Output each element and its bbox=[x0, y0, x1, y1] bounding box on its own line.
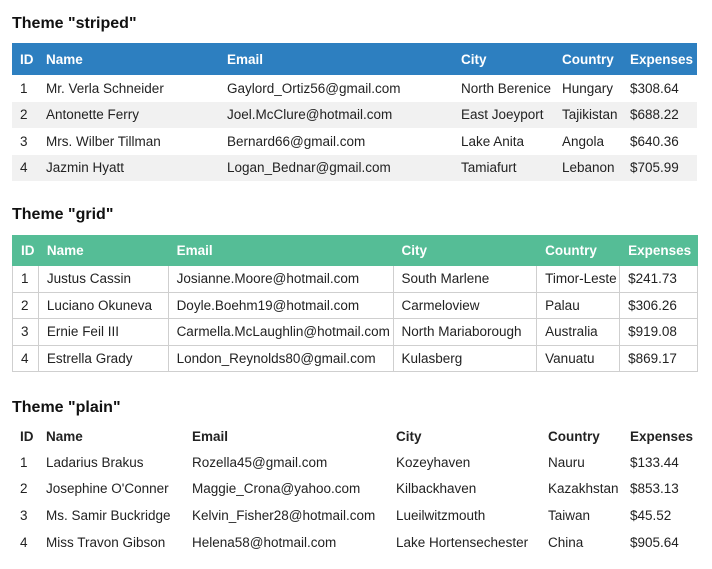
cell-id: 2 bbox=[20, 107, 28, 123]
cell-name: Josephine O'Conner bbox=[46, 481, 169, 497]
cell-name: Justus Cassin bbox=[38, 266, 168, 293]
col-email-header: Email bbox=[227, 51, 264, 67]
cell-id: 3 bbox=[20, 133, 28, 149]
cell-city: Lake Anita bbox=[461, 133, 525, 149]
cell-id: 2 bbox=[20, 481, 28, 497]
grid-section bbox=[12, 205, 692, 366]
plain-section bbox=[12, 398, 694, 550]
table-row bbox=[13, 266, 698, 293]
cell-email: Carmella.McLaughlin@hotmail.com bbox=[168, 319, 393, 346]
cell-country: Tajikistan bbox=[562, 107, 618, 123]
cell-name: Ladarius Brakus bbox=[46, 454, 144, 470]
cell-expenses: $688.22 bbox=[630, 107, 679, 123]
cell-name: Mr. Verla Schneider bbox=[46, 80, 164, 96]
cell-city: Kilbackhaven bbox=[396, 481, 477, 497]
cell-expenses: $905.64 bbox=[630, 534, 679, 550]
cell-city: Tamiafurt bbox=[461, 160, 517, 176]
cell-email: Joel.McClure@hotmail.com bbox=[227, 107, 393, 123]
cell-expenses: $45.52 bbox=[630, 507, 672, 523]
cell-city: Lake Hortensechester bbox=[396, 534, 529, 550]
cell-name: Mrs. Wilber Tillman bbox=[46, 133, 161, 149]
cell-id: 1 bbox=[20, 454, 28, 470]
table-row bbox=[13, 345, 698, 372]
cell-city: East Joeyport bbox=[461, 107, 544, 123]
cell-country: Taiwan bbox=[548, 507, 591, 523]
cell-id: 4 bbox=[13, 345, 39, 372]
cell-id: 4 bbox=[20, 160, 28, 176]
cell-city: Carmeloview bbox=[393, 292, 537, 319]
cell-email: Maggie_Crona@yahoo.com bbox=[192, 481, 361, 497]
col-id-header: ID bbox=[13, 236, 39, 266]
col-email-header: Email bbox=[192, 428, 229, 444]
cell-expenses: $869.17 bbox=[620, 345, 698, 372]
table-row bbox=[12, 75, 697, 102]
cell-expenses: $241.73 bbox=[620, 266, 698, 293]
table-row bbox=[12, 502, 697, 529]
cell-email: Helena58@hotmail.com bbox=[192, 534, 337, 550]
cell-name: Estrella Grady bbox=[38, 345, 168, 372]
col-name-header: Name bbox=[46, 51, 83, 67]
cell-name: Luciano Okuneva bbox=[38, 292, 168, 319]
cell-country: China bbox=[548, 534, 584, 550]
cell-email: Bernard66@gmail.com bbox=[227, 133, 366, 149]
col-name-header: Name bbox=[38, 236, 168, 266]
col-city-header: City bbox=[393, 236, 537, 266]
table-row bbox=[12, 449, 697, 476]
cell-expenses: $306.26 bbox=[620, 292, 698, 319]
cell-country: Nauru bbox=[548, 454, 585, 470]
col-id-header: ID bbox=[20, 51, 34, 67]
cell-name: Jazmin Hyatt bbox=[46, 160, 125, 176]
striped-heading: Theme "striped" bbox=[12, 15, 137, 32]
cell-country: Australia bbox=[537, 319, 620, 346]
cell-expenses: $853.13 bbox=[630, 481, 679, 497]
cell-city: Lueilwitzmouth bbox=[396, 507, 486, 523]
cell-city: North Mariaborough bbox=[393, 319, 537, 346]
col-city-header: City bbox=[396, 428, 422, 444]
table-row bbox=[12, 128, 697, 155]
cell-country: Palau bbox=[537, 292, 620, 319]
striped-header-row bbox=[12, 43, 697, 75]
cell-country: Kazakhstan bbox=[548, 481, 619, 497]
cell-id: 3 bbox=[20, 507, 28, 523]
plain-heading: Theme "plain" bbox=[12, 399, 121, 416]
plain-header-row bbox=[12, 423, 697, 449]
cell-id: 1 bbox=[13, 266, 39, 293]
col-country-header: Country bbox=[562, 51, 614, 67]
table-row bbox=[12, 102, 697, 129]
cell-email: London_Reynolds80@gmail.com bbox=[168, 345, 393, 372]
table-row bbox=[12, 155, 697, 182]
cell-id: 4 bbox=[20, 534, 28, 550]
cell-expenses: $308.64 bbox=[630, 80, 679, 96]
cell-expenses: $640.36 bbox=[630, 133, 679, 149]
cell-email: Logan_Bednar@gmail.com bbox=[227, 160, 391, 176]
cell-name: Ms. Samir Buckridge bbox=[46, 507, 171, 523]
grid-heading: Theme "grid" bbox=[12, 206, 114, 223]
col-id-header: ID bbox=[20, 428, 34, 444]
cell-id: 3 bbox=[13, 319, 39, 346]
cell-country: Vanuatu bbox=[537, 345, 620, 372]
grid-table bbox=[12, 235, 698, 372]
cell-country: Angola bbox=[562, 133, 605, 149]
col-name-header: Name bbox=[46, 428, 83, 444]
cell-city: South Marlene bbox=[393, 266, 537, 293]
col-city-header: City bbox=[461, 51, 487, 67]
cell-city: Kulasberg bbox=[393, 345, 537, 372]
cell-name: Antonette Ferry bbox=[46, 107, 140, 123]
col-email-header: Email bbox=[168, 236, 393, 266]
cell-email: Josianne.Moore@hotmail.com bbox=[168, 266, 393, 293]
cell-email: Gaylord_Ortiz56@gmail.com bbox=[227, 80, 401, 96]
col-country-header: Country bbox=[537, 236, 620, 266]
cell-country: Timor-Leste bbox=[537, 266, 620, 293]
cell-id: 1 bbox=[20, 80, 28, 96]
grid-header-row bbox=[13, 236, 698, 266]
plain-table bbox=[12, 423, 697, 555]
cell-city: North Berenice bbox=[461, 80, 552, 96]
col-expenses-header: Expenses bbox=[630, 51, 694, 67]
cell-email: Doyle.Boehm19@hotmail.com bbox=[168, 292, 393, 319]
cell-name: Ernie Feil III bbox=[38, 319, 168, 346]
striped-table bbox=[12, 43, 697, 181]
cell-expenses: $133.44 bbox=[630, 454, 679, 470]
striped-section bbox=[12, 14, 694, 176]
cell-name: Miss Travon Gibson bbox=[46, 534, 166, 550]
cell-id: 2 bbox=[13, 292, 39, 319]
table-row bbox=[13, 292, 698, 319]
table-row bbox=[12, 529, 697, 556]
cell-email: Rozella45@gmail.com bbox=[192, 454, 328, 470]
cell-expenses: $919.08 bbox=[620, 319, 698, 346]
cell-country: Hungary bbox=[562, 80, 614, 96]
cell-email: Kelvin_Fisher28@hotmail.com bbox=[192, 507, 376, 523]
col-expenses-header: Expenses bbox=[620, 236, 698, 266]
col-country-header: Country bbox=[548, 428, 600, 444]
cell-city: Kozeyhaven bbox=[396, 454, 471, 470]
cell-expenses: $705.99 bbox=[630, 160, 679, 176]
table-row bbox=[12, 476, 697, 503]
table-row bbox=[13, 319, 698, 346]
cell-country: Lebanon bbox=[562, 160, 615, 176]
col-expenses-header: Expenses bbox=[630, 428, 694, 444]
